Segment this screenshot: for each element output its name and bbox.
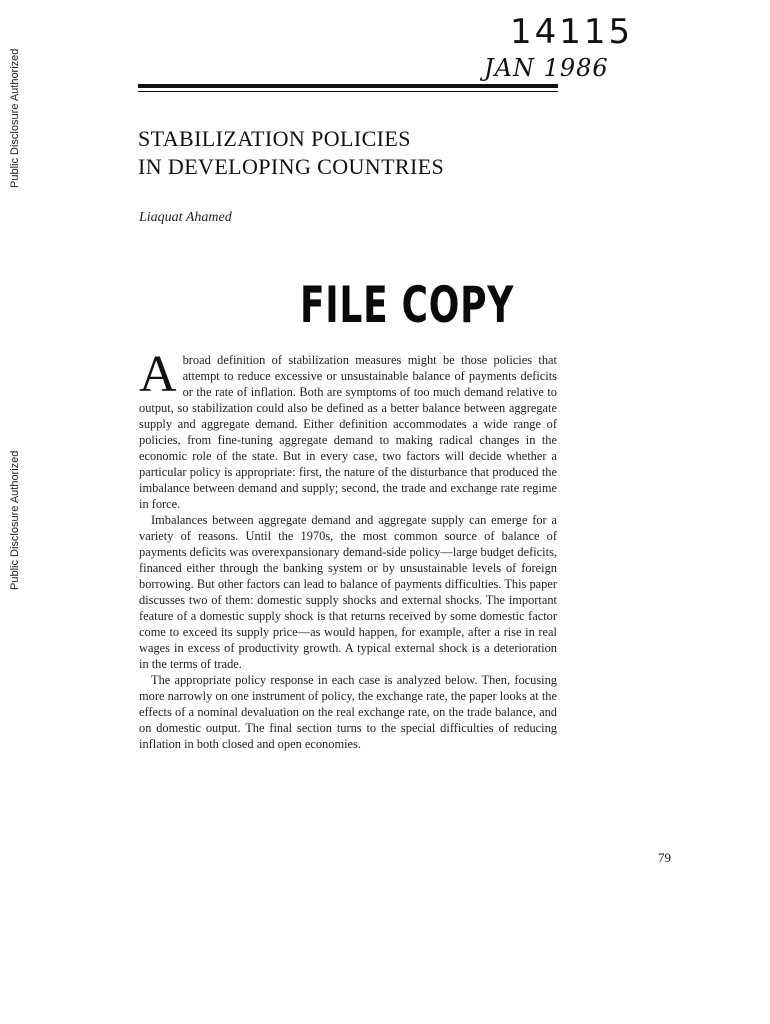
author-name: Liaquat Ahamed bbox=[139, 210, 232, 225]
heading-rule-thin bbox=[138, 91, 558, 92]
title-line-2: IN DEVELOPING COUNTRIES bbox=[138, 154, 445, 179]
title-line-1: STABILIZATION POLICIES bbox=[138, 126, 411, 151]
paragraph-1 bbox=[139, 346, 557, 512]
margin-note-middle: Public Disclosure Authorized bbox=[9, 450, 21, 590]
paragraph-2: Imbalances between aggregate demand and aggregate supply can emerge for a variety of reasons. Until the 1970s, the most common source of balance of payments deficits was overexpansionary demand-side policy—large budget deficits, financed either through the banking system or by unsustainable levels of foreign borrowing. But other factors can lead to balance of payments difficulties. This paper discusses two of them: domestic supply shocks and external shocks. The important feature of a domestic supply shock is that returns received by some domestic factor come to exceed its supply price—as would happen, for example, after a rise in real wages in excess of productivity growth. A typical external shock is a deterioration in the terms of trade. bbox=[139, 513, 557, 671]
margin-note-top: Public Disclosure Authorized bbox=[9, 48, 21, 188]
heading-rule bbox=[138, 84, 558, 88]
page-number: 79 bbox=[658, 850, 671, 865]
paragraph-1-text: broad definition of stabilization measures might be those policies that attempt to reduce excessive or unsustainable balance of payments deficits or the rate of inflation. Both are symptoms of too much demand relative to output, so stabilization could also be defined as a better balance between aggregate supply and aggregate demand. Either definition accommodates a wide range of policies, from fine-tuning aggregate demand to making radical changes in the economic role of the state. But in every case, two factors will decide whether a particular policy is appropriate: first, the nature of the disturbance that produced the imbalance between demand and supply; second, the trade and exchange rate regime in force. bbox=[139, 353, 557, 511]
article-title bbox=[138, 125, 578, 181]
drop-cap: A bbox=[139, 346, 177, 403]
article-body bbox=[139, 346, 557, 752]
file-copy-stamp: FILE COPY bbox=[300, 276, 515, 334]
paragraph-3: The appropriate policy response in each case is analyzed below. Then, focusing more narrowly on one instrument of policy, the exchange rate, the paper looks at the effects of a nominal devaluation on the real exchange rate, on the trade balance, and on domestic output. The final section turns to the special difficulties of reducing inflation in both closed and open economies. bbox=[139, 673, 557, 751]
handwritten-date: JAN 1986 bbox=[484, 54, 609, 82]
handwritten-document-number: 14115 bbox=[510, 12, 634, 52]
